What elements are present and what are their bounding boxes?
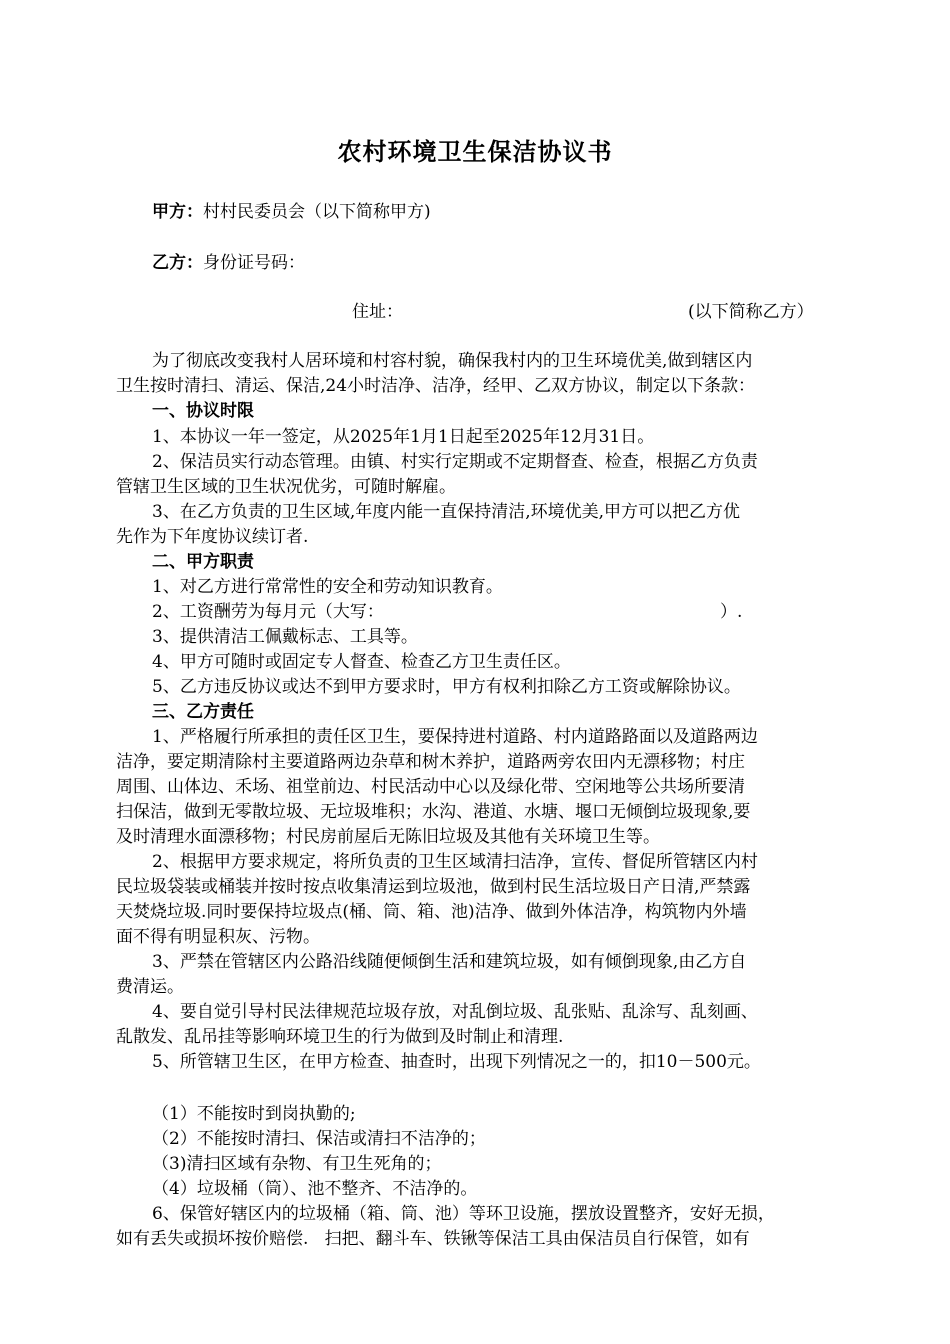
penalty-item: （2）不能按时清扫、保洁或清扫不洁净的；	[152, 1129, 486, 1149]
address-suffix: (以下简称乙方）	[688, 302, 814, 322]
wage-close: ）.	[720, 602, 743, 622]
clause-line: 1、严格履行所承担的责任区卫生，要保持进村道路、村内道路路面以及道路两边	[152, 727, 758, 747]
section-heading: 一、协议时限	[152, 401, 254, 421]
clause-line: 1、对乙方进行常常性的安全和劳动知识教育。	[152, 577, 503, 597]
clause-line: 2、根据甲方要求规定，将所负责的卫生区域清扫洁净，宣传、督促所管辖区内村	[152, 852, 758, 872]
clause-line: 乱散发、乱吊挂等影响环境卫生的行为做到及时制止和清理.	[116, 1027, 564, 1047]
address-label: 住址：	[352, 302, 403, 322]
clause-line: 管辖卫生区域的卫生状况优劣，可随时解雇。	[116, 477, 456, 497]
clause-line: 4、要自觉引导村民法律规范垃圾存放，对乱倒垃圾、乱张贴、乱涂写、乱刻画、	[152, 1002, 758, 1022]
clause-line: 费清运。	[116, 977, 184, 997]
clause-line: 2、保洁员实行动态管理。由镇、村实行定期或不定期督查、检查，根据乙方负责	[152, 452, 758, 472]
party-a-label: 甲方：	[152, 202, 203, 222]
party-a-text: 村村民委员会（以下简称甲方)	[203, 202, 431, 222]
clause-line: 5、乙方违反协议或达不到甲方要求时，甲方有权利扣除乙方工资或解除协议。	[152, 677, 741, 697]
clause-line: 洁净，要定期清除村主要道路两边杂草和树木养护，道路两旁农田内无漂移物；村庄	[116, 752, 745, 772]
party-a-line	[152, 200, 431, 224]
intro-line: 卫生按时清扫、清运、保洁,24小时洁净、洁净，经甲、乙双方协议，制定以下条款：	[116, 376, 756, 396]
clause-line: 先作为下年度协议续订者.	[116, 527, 309, 547]
party-b-line	[152, 251, 305, 275]
penalty-item: （4）垃圾桶（筒）、池不整齐、不洁净的。	[152, 1179, 478, 1199]
wage-line: 2、工资酬劳为每月元（大写：	[152, 602, 384, 622]
clause-line: 周围、山体边、禾场、祖堂前边、村民活动中心以及绿化带、空闲地等公共场所要清	[116, 777, 745, 797]
clause-line: 及时清理水面漂移物；村民房前屋后无陈旧垃圾及其他有关环境卫生等。	[116, 827, 660, 847]
section-heading: 三、乙方责任	[152, 702, 254, 722]
clause-line: 1、本协议一年一签定，从2025年1月1日起至2025年12月31日。	[152, 427, 655, 447]
penalty-item: （3)清扫区域有杂物、有卫生死角的；	[152, 1154, 442, 1174]
clause-line: 3、在乙方负责的卫生区域,年度内能一直保持清洁,环境优美,甲方可以把乙方优	[152, 502, 741, 522]
clause-line: 面不得有明显积灰、污物。	[116, 927, 320, 947]
page-title: 农村环境卫生保洁协议书	[337, 138, 613, 166]
clause-line: 扫保洁，做到无零散垃圾、无垃圾堆积；水沟、港道、水塘、堰口无倾倒垃圾现象,要	[116, 802, 751, 822]
penalty-item: （1）不能按时到岗执勤的;	[152, 1104, 356, 1124]
clause-line: 3、提供清洁工佩戴标志、工具等。	[152, 627, 418, 647]
clause-line: 6、保管好辖区内的垃圾桶（箱、筒、池）等环卫设施，摆放设置整齐，安好无损，	[152, 1204, 775, 1224]
clause-line: 3、严禁在管辖区内公路沿线随便倾倒生活和建筑垃圾，如有倾倒现象,由乙方自	[152, 952, 747, 972]
section-heading: 二、甲方职责	[152, 552, 254, 572]
clause-line: 4、甲方可随时或固定专人督查、检查乙方卫生责任区。	[152, 652, 571, 672]
party-b-label: 乙方：	[152, 253, 203, 273]
clause-line: 如有丢失或损坏按价赔偿. 扫把、翻斗车、铁锹等保洁工具由保洁员自行保管，如有	[116, 1229, 750, 1249]
clause-line: 民垃圾袋装或桶装并按时按点收集清运到垃圾池，做到村民生活垃圾日产日清,严禁露	[116, 877, 751, 897]
clause-line: 5、所管辖卫生区，在甲方检查、抽查时，出现下列情况之一的，扣10－500元。	[152, 1052, 761, 1072]
party-b-id-label: 身份证号码：	[203, 253, 305, 273]
clause-line: 天焚烧垃圾.同时要保持垃圾点(桶、筒、箱、池)洁净、做到外体洁净，构筑物内外墙	[116, 902, 747, 922]
intro-line: 为了彻底改变我村人居环境和村容村貌，确保我村内的卫生环境优美,做到辖区内	[152, 351, 753, 371]
